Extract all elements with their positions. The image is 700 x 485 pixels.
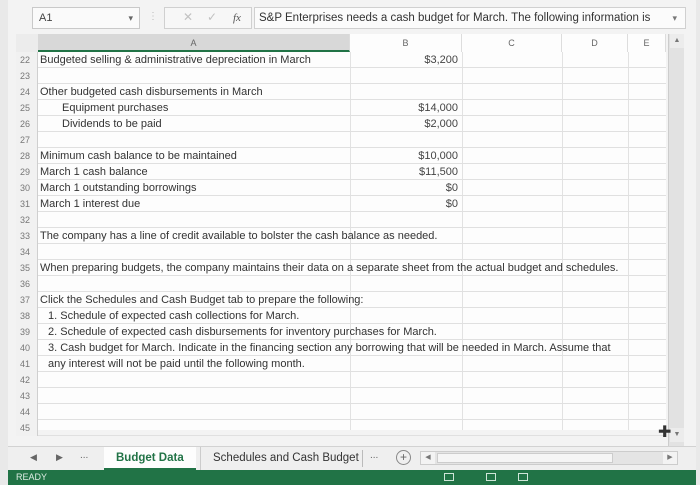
cancel-icon[interactable]: ✕	[183, 10, 194, 24]
chevron-down-icon[interactable]: ▾	[128, 13, 133, 23]
row-header[interactable]: 43	[16, 388, 38, 404]
row-header[interactable]: 35	[16, 260, 38, 276]
table-row	[16, 100, 666, 116]
row-header[interactable]: 39	[16, 324, 38, 340]
cell-b[interactable]: $3,200	[424, 54, 458, 66]
row-header[interactable]: 41	[16, 356, 38, 372]
table-row	[16, 68, 666, 84]
table-row	[16, 52, 666, 68]
prev-sheet-icon[interactable]: ◀	[30, 452, 37, 462]
fx-icon[interactable]: fx	[233, 12, 241, 24]
formula-text: S&P Enterprises needs a cash budget for March. The following information is	[259, 12, 651, 24]
cell-b[interactable]	[348, 420, 458, 436]
cell-b[interactable]	[348, 84, 458, 100]
table-row	[16, 324, 666, 340]
cell-a[interactable]: Dividends to be paid	[62, 118, 162, 130]
spreadsheet-app	[8, 0, 696, 485]
row-header[interactable]: 44	[16, 404, 38, 420]
cell-a[interactable]: any interest will not be paid until the following month.	[48, 358, 305, 370]
worksheet-grid[interactable]	[16, 34, 666, 433]
table-row	[16, 292, 666, 308]
scroll-down-icon[interactable]: ▼	[670, 428, 684, 442]
cell-b[interactable]	[348, 276, 458, 292]
cell-a[interactable]: Budgeted selling & administrative depreciation in March	[40, 54, 311, 66]
table-row	[16, 196, 666, 212]
page-break-view-icon[interactable]	[518, 473, 528, 481]
cell-b[interactable]	[348, 132, 458, 148]
status-bar	[8, 470, 696, 485]
row-header[interactable]: 27	[16, 132, 38, 148]
table-row	[16, 116, 666, 132]
column-header-b[interactable]: B	[350, 34, 462, 52]
cell-b[interactable]	[348, 260, 458, 276]
table-row	[16, 372, 666, 388]
drag-handle-icon[interactable]: ⋮	[148, 11, 158, 22]
table-row	[16, 260, 666, 276]
table-row	[16, 148, 666, 164]
row-header[interactable]: 26	[16, 116, 38, 132]
table-row	[16, 340, 666, 356]
cell-a[interactable]: Minimum cash balance to be maintained	[40, 150, 237, 162]
table-row	[16, 132, 666, 148]
normal-view-icon[interactable]	[444, 473, 454, 481]
status-text: READY	[16, 472, 48, 482]
cell-a[interactable]: 3. Cash budget for March. Indicate in the financing section any borrowing that will be needed in March. Assume that	[48, 342, 611, 354]
table-row	[16, 276, 666, 292]
cell-a[interactable]: When preparing budgets, the company maintains their data on a separate sheet from the actual budget and schedules.	[40, 262, 619, 274]
column-header-c[interactable]: C	[462, 34, 562, 52]
enter-icon[interactable]: ✓	[207, 10, 218, 24]
table-row	[16, 228, 666, 244]
tab-divider	[362, 450, 363, 467]
horizontal-scrollbar[interactable]	[420, 451, 678, 465]
next-sheet-icon[interactable]: ▶	[56, 452, 63, 462]
scroll-left-icon[interactable]: ◀	[421, 452, 435, 464]
tab-schedules-and-cash-budget[interactable]: Schedules and Cash Budget	[200, 447, 371, 470]
cell-b[interactable]	[348, 340, 458, 356]
page-layout-view-icon[interactable]	[486, 473, 496, 481]
cell-a[interactable]: 2. Schedule of expected cash disbursements for inventory purchases for March.	[48, 326, 437, 338]
name-box-value: A1	[39, 12, 53, 24]
row-header[interactable]: 32	[16, 212, 38, 228]
cell-a[interactable]: 1. Schedule of expected cash collections for March.	[48, 310, 300, 322]
expand-formula-icon[interactable]: ▾	[672, 13, 677, 23]
row-header[interactable]: 34	[16, 244, 38, 260]
cell-b[interactable]: $14,000	[418, 102, 458, 114]
cell-cursor-icon: ✚	[658, 424, 672, 441]
cell-b[interactable]	[348, 244, 458, 260]
table-row	[16, 356, 666, 372]
cell-b[interactable]: $2,000	[424, 118, 458, 130]
row-header[interactable]: 29	[16, 164, 38, 180]
cell-b[interactable]	[348, 356, 458, 372]
formula-bar	[8, 5, 696, 29]
row-header[interactable]: 33	[16, 228, 38, 244]
row-header[interactable]: 24	[16, 84, 38, 100]
cell-b[interactable]	[348, 68, 458, 84]
row-header[interactable]: 40	[16, 340, 38, 356]
cell-b[interactable]: $0	[445, 182, 458, 194]
table-row	[16, 244, 666, 260]
table-row	[16, 420, 666, 436]
table-row	[16, 308, 666, 324]
cell-b[interactable]: $0	[445, 198, 458, 210]
column-header-d[interactable]: D	[562, 34, 628, 52]
table-row	[16, 180, 666, 196]
name-box[interactable]	[32, 7, 140, 29]
formula-buttons	[164, 7, 252, 29]
table-row	[16, 164, 666, 180]
tab-budget-data[interactable]: Budget Data	[104, 447, 196, 470]
row-header[interactable]: 23	[16, 68, 38, 84]
cell-a[interactable]: The company has a line of credit available to bolster the cash balance as needed.	[40, 230, 438, 242]
select-all-corner[interactable]	[16, 34, 38, 52]
row-header[interactable]: 28	[16, 148, 38, 164]
column-header-a[interactable]: A	[38, 34, 350, 52]
cell-b[interactable]	[348, 212, 458, 228]
add-sheet-button[interactable]: +	[396, 450, 411, 465]
table-row	[16, 84, 666, 100]
scroll-up-icon[interactable]: ▲	[670, 34, 684, 48]
cell-a[interactable]: Equipment purchases	[62, 102, 169, 114]
more-sheets-right[interactable]: ...	[370, 450, 379, 461]
row-header[interactable]: 45	[16, 420, 38, 436]
cell-b[interactable]	[348, 228, 458, 244]
cell-b[interactable]	[348, 308, 458, 324]
cell-b[interactable]: $10,000	[418, 150, 458, 162]
row-header[interactable]: 30	[16, 180, 38, 196]
cell-a[interactable]: March 1 interest due	[40, 198, 141, 210]
table-row	[16, 404, 666, 420]
scroll-right-icon[interactable]: ▶	[663, 452, 677, 464]
formula-input[interactable]	[254, 7, 686, 29]
table-row	[16, 212, 666, 228]
cell-a[interactable]: Click the Schedules and Cash Budget tab to prepare the following:	[40, 294, 364, 306]
row-header[interactable]: 42	[16, 372, 38, 388]
cell-b[interactable]: $11,500	[419, 166, 458, 178]
more-sheets-left[interactable]: ...	[80, 450, 89, 461]
cell-b[interactable]	[348, 388, 458, 404]
row-header[interactable]: 25	[16, 100, 38, 116]
cell-b[interactable]	[348, 292, 458, 308]
table-row	[16, 388, 666, 404]
cell-b[interactable]	[348, 324, 458, 340]
row-header[interactable]: 36	[16, 276, 38, 292]
sheet-tab-bar	[8, 446, 696, 470]
row-header[interactable]: 22	[16, 52, 38, 68]
cell-b[interactable]	[348, 404, 458, 420]
column-header-e[interactable]: E	[628, 34, 666, 52]
cell-a[interactable]: Other budgeted cash disbursements in March	[40, 86, 263, 98]
cell-a[interactable]: March 1 outstanding borrowings	[40, 182, 197, 194]
scroll-thumb[interactable]	[437, 453, 613, 463]
vertical-scrollbar[interactable]	[668, 34, 684, 446]
row-header[interactable]: 38	[16, 308, 38, 324]
cell-a[interactable]: March 1 cash balance	[40, 166, 148, 178]
cell-b[interactable]	[348, 372, 458, 388]
row-header[interactable]: 31	[16, 196, 38, 212]
row-header[interactable]: 37	[16, 292, 38, 308]
